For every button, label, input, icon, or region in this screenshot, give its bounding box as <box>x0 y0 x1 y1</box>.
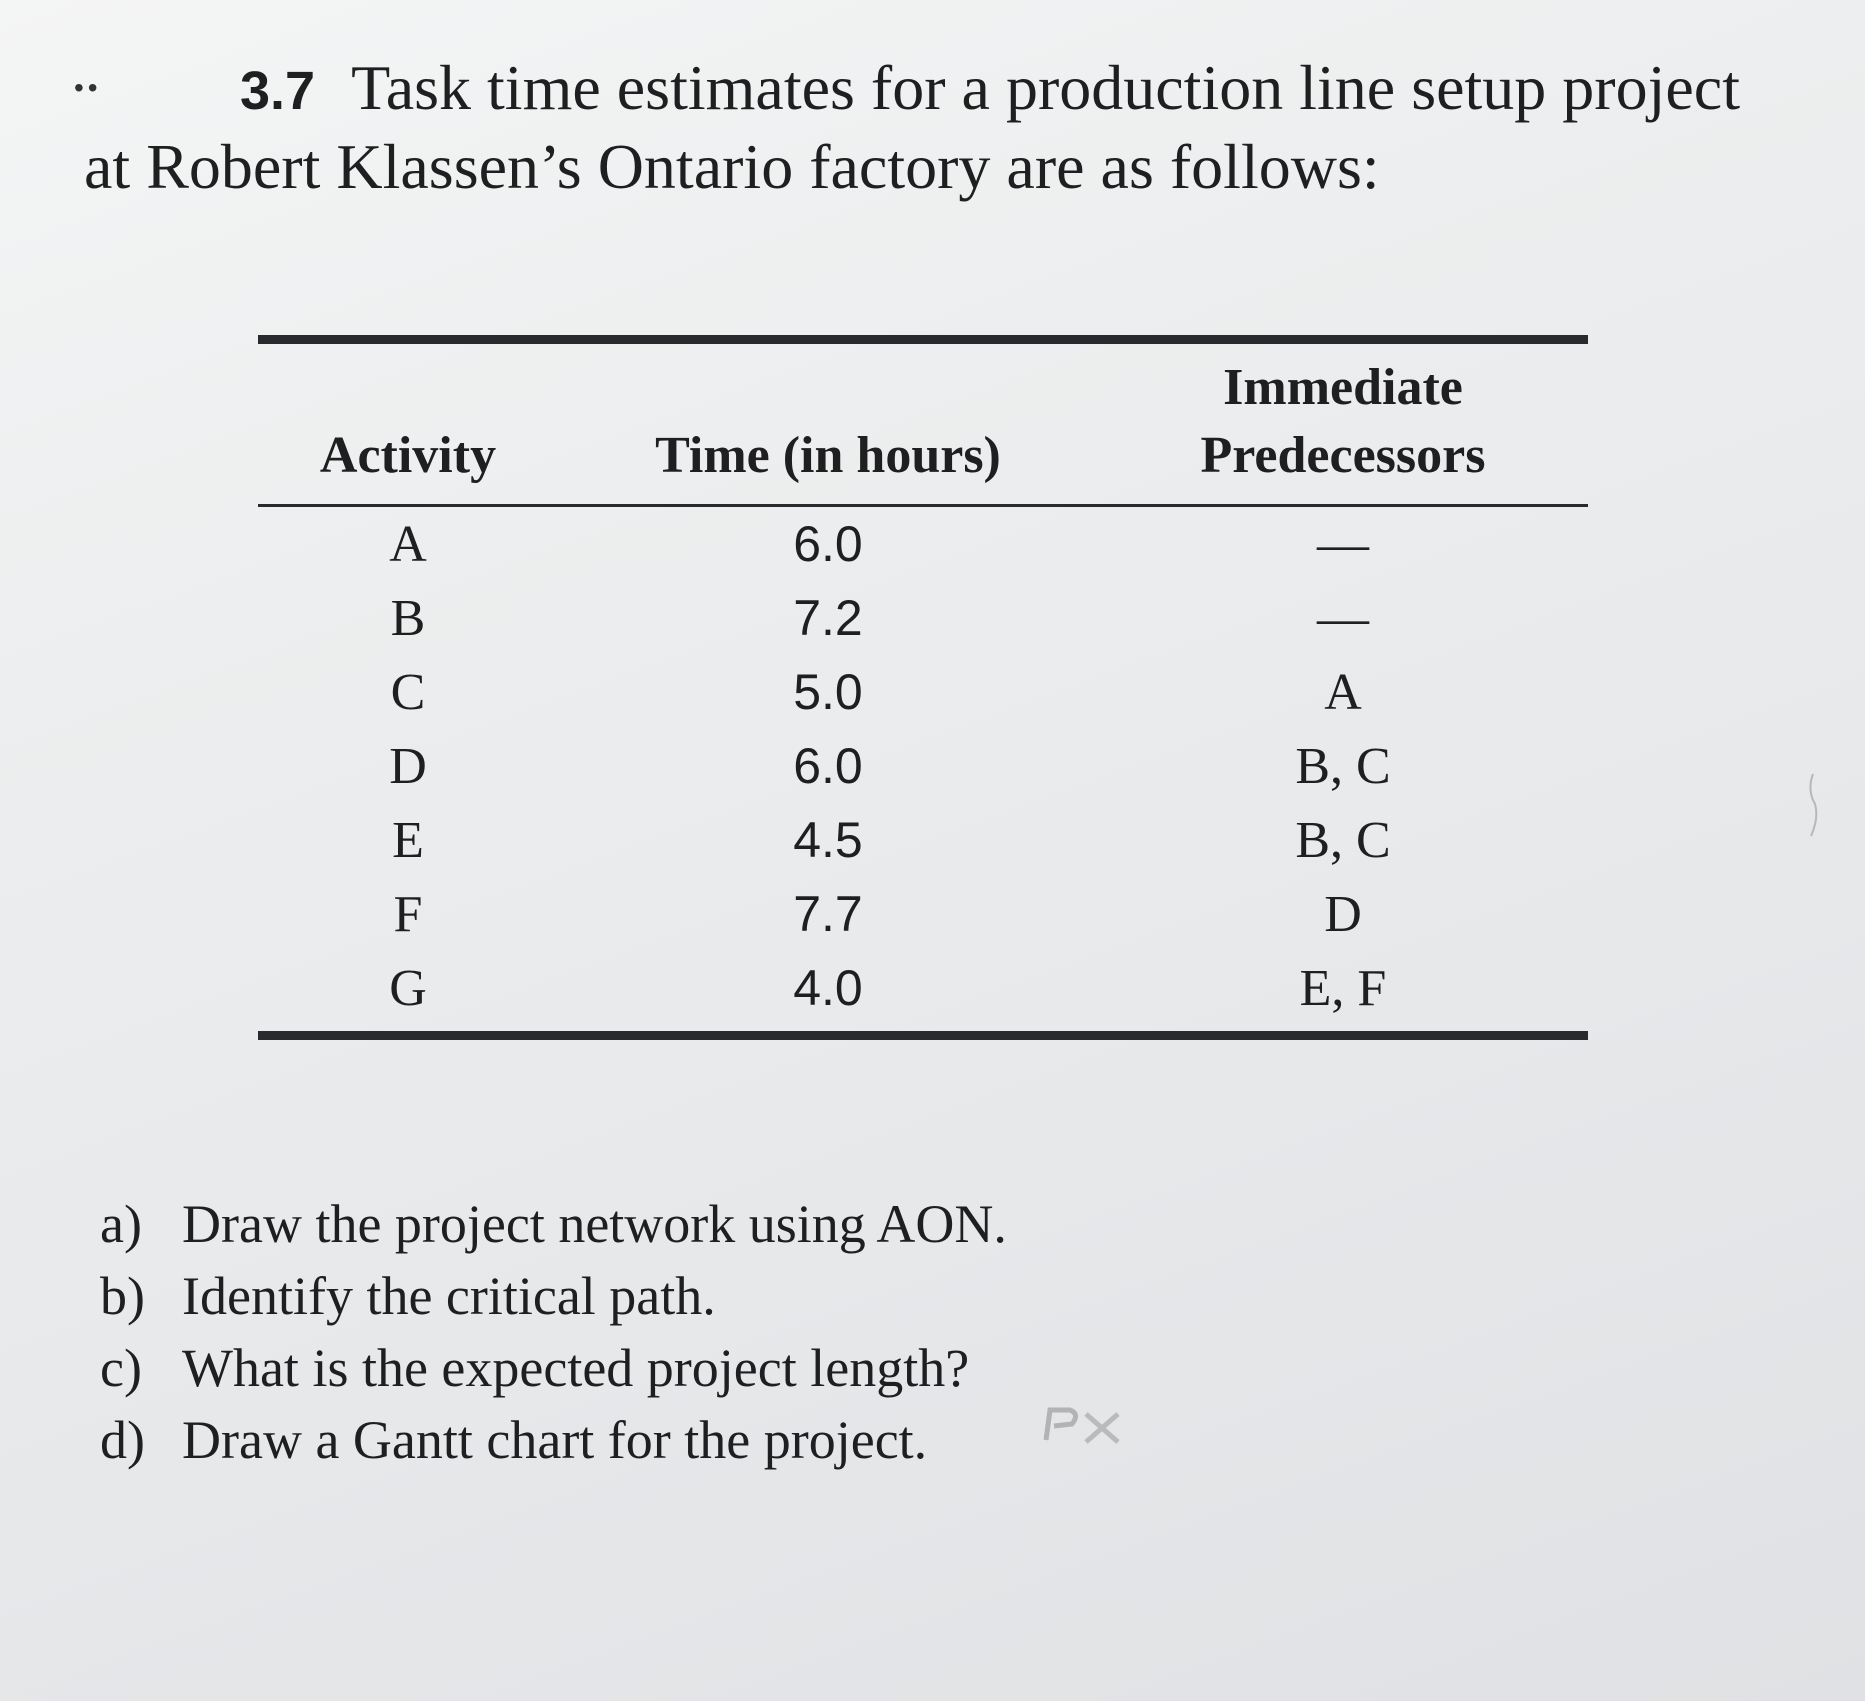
question-text: Identify the critical path. <box>182 1266 716 1326</box>
header-predecessors-line2: Predecessors <box>1200 427 1486 484</box>
table-row <box>258 655 1588 729</box>
cell-predecessors: A <box>1324 663 1362 721</box>
question-label: a) <box>100 1194 142 1254</box>
cell-time: 4.0 <box>793 960 863 1016</box>
header-activity: Activity <box>319 427 497 484</box>
table-body <box>258 507 1588 1025</box>
problem-number: 3.7 <box>240 61 316 121</box>
cell-activity: C <box>390 663 426 721</box>
question-item <box>100 1260 1007 1332</box>
problem-text: Task time estimates for a production line setup project at Robert Klassen’s Ontario factory are as follows: <box>84 52 1740 202</box>
problem-statement <box>84 50 1784 205</box>
cell-activity: D <box>389 737 427 795</box>
cell-time: 7.7 <box>793 886 863 942</box>
cell-predecessors: — <box>1317 515 1369 573</box>
cell-activity: A <box>389 515 427 573</box>
question-text: Draw the project network using AON. <box>182 1194 1007 1254</box>
table-header-row <box>258 344 1588 504</box>
table-row <box>258 581 1588 655</box>
cell-predecessors: B, C <box>1295 737 1391 795</box>
px-logo-smudge-icon <box>1040 1404 1130 1448</box>
cell-activity: F <box>393 885 423 943</box>
question-label: d) <box>100 1410 145 1470</box>
table-bottom-rule <box>258 1031 1588 1040</box>
table-row <box>258 729 1588 803</box>
table-row <box>258 951 1588 1025</box>
question-text: What is the expected project length? <box>182 1338 970 1398</box>
cell-predecessors: B, C <box>1295 811 1391 869</box>
table-row <box>258 877 1588 951</box>
question-text: Draw a Gantt chart for the project. <box>182 1410 928 1470</box>
question-item <box>100 1332 1007 1404</box>
margin-scratch-icon <box>1803 770 1823 840</box>
cell-activity: G <box>389 959 427 1017</box>
question-item <box>100 1188 1007 1260</box>
cell-predecessors: E, F <box>1299 959 1387 1017</box>
question-label: b) <box>100 1266 145 1326</box>
difficulty-dots: •• <box>74 72 102 103</box>
header-predecessors <box>1098 344 1588 504</box>
table-row <box>258 803 1588 877</box>
cell-activity: E <box>392 811 424 869</box>
cell-time: 6.0 <box>793 738 863 794</box>
header-time: Time (in hours) <box>655 427 1001 484</box>
cell-time: 4.5 <box>793 812 863 868</box>
header-predecessors-line1: Immediate <box>1223 359 1463 416</box>
question-label: c) <box>100 1338 142 1398</box>
table-top-rule <box>258 335 1588 344</box>
cell-time: 7.2 <box>793 590 863 646</box>
cell-predecessors: — <box>1317 589 1369 647</box>
activity-table <box>258 335 1588 1040</box>
cell-activity: B <box>390 589 426 647</box>
question-item <box>100 1404 1007 1476</box>
question-list <box>100 1188 1007 1476</box>
table-row <box>258 507 1588 581</box>
cell-time: 6.0 <box>793 516 863 572</box>
cell-time: 5.0 <box>793 664 863 720</box>
cell-predecessors: D <box>1324 885 1362 943</box>
